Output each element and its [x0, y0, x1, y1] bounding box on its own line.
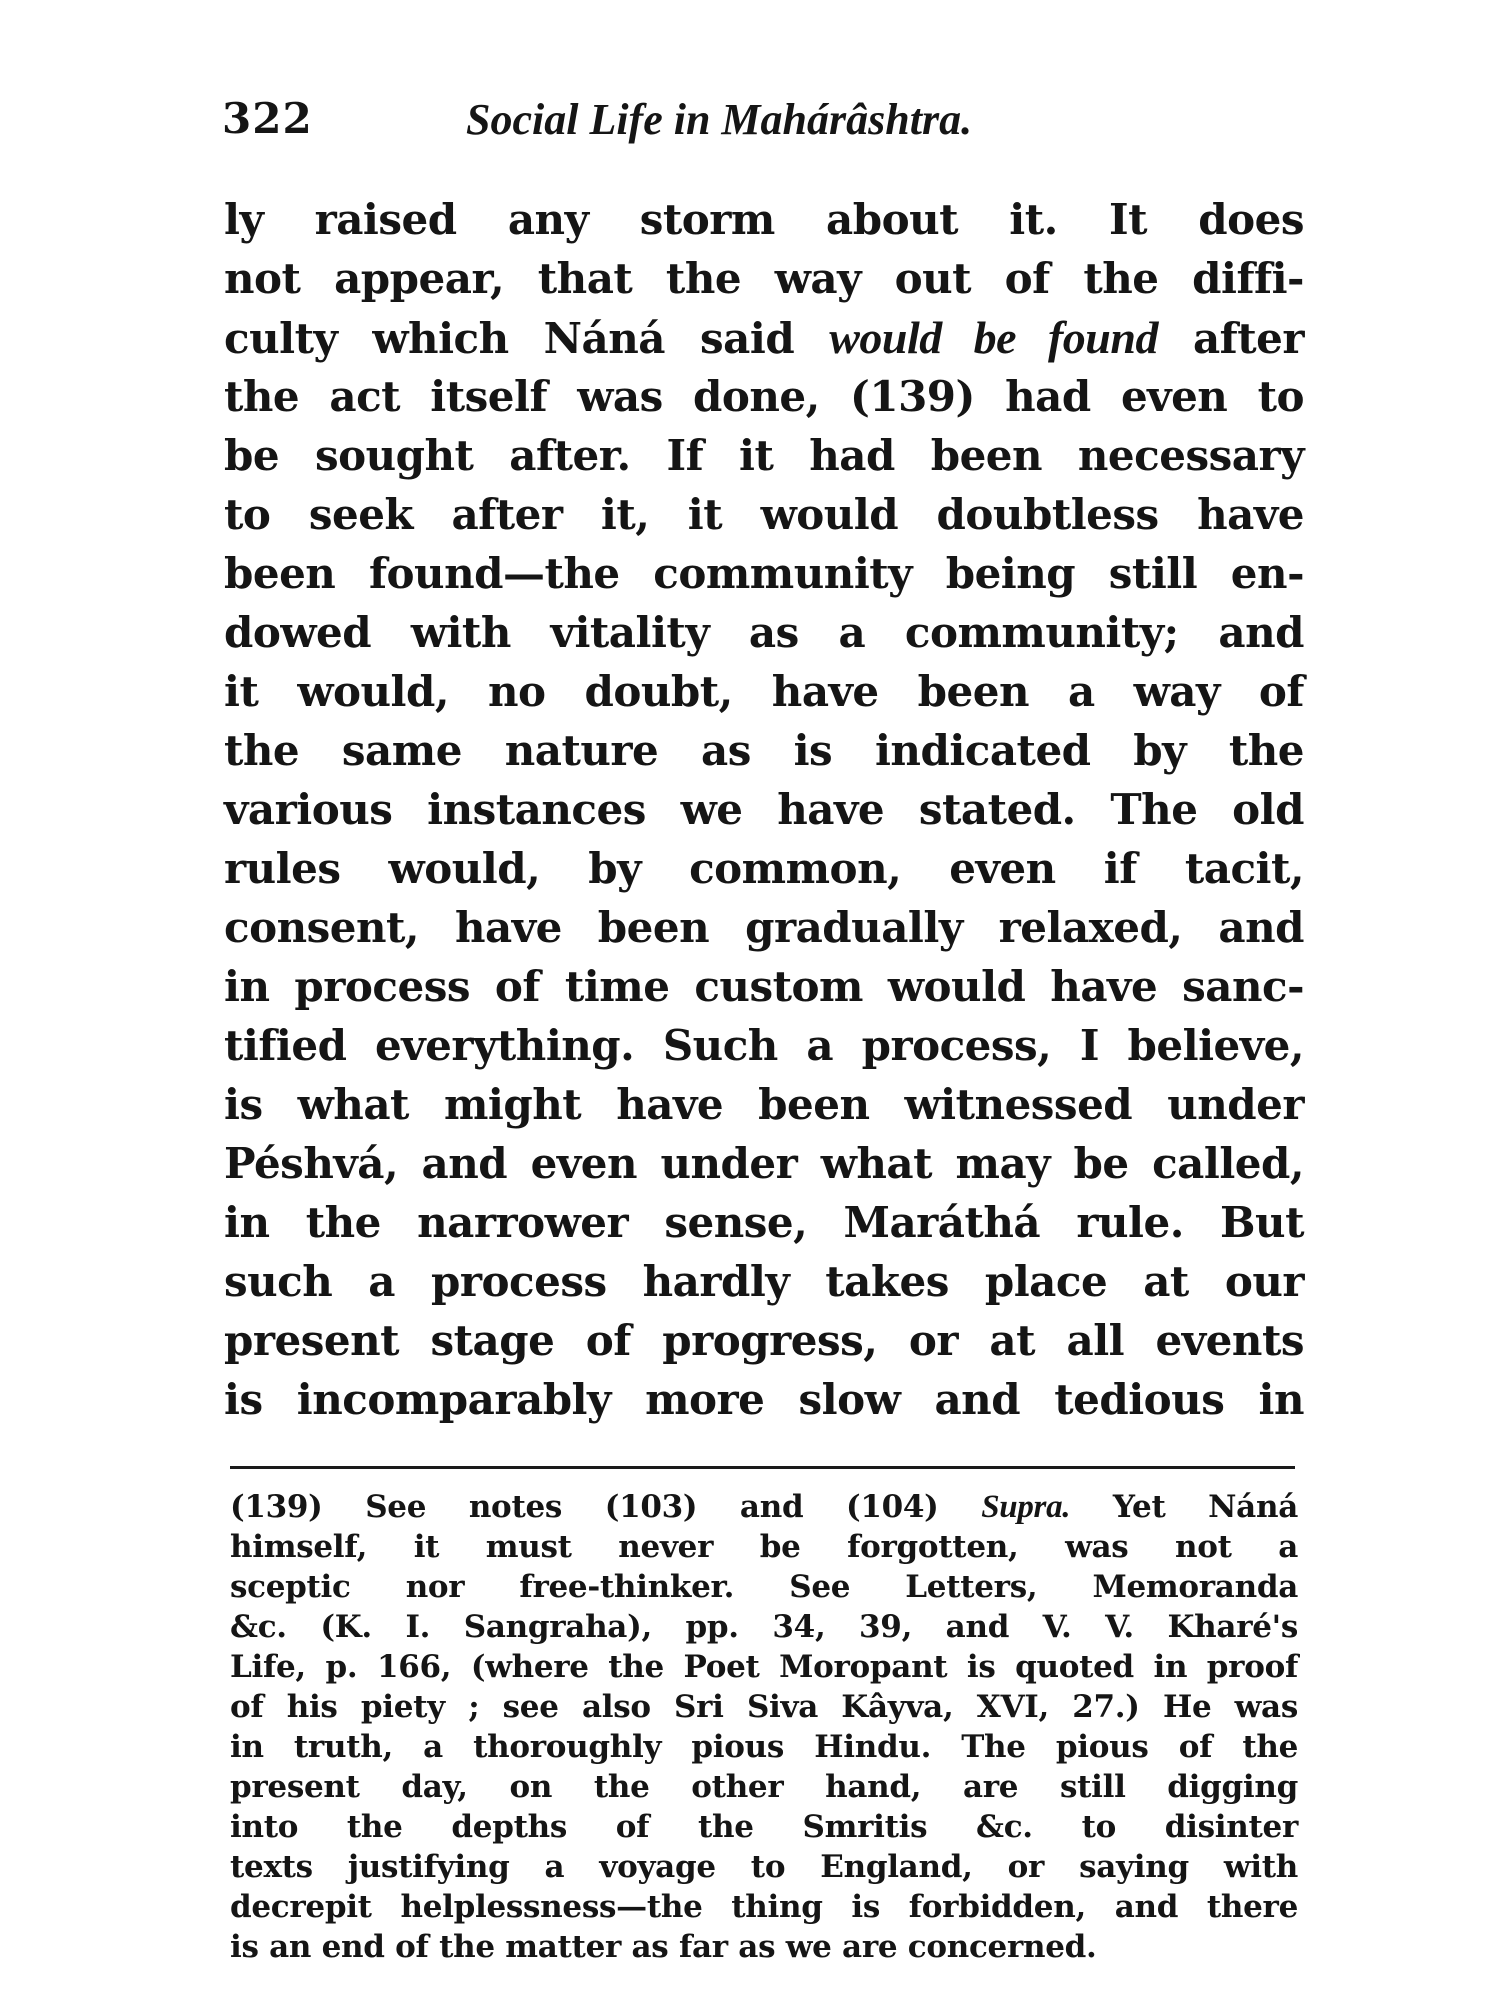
body-line: not appear, that the way out of the diffi- [224, 254, 1304, 303]
footnote-line: is an end of the matter as far as we are concerned. [230, 1929, 1097, 1965]
body-line: in the narrower sense, Maráthá rule. But [224, 1198, 1304, 1247]
page-number: 322 [222, 94, 313, 143]
footnote-line: of his piety ; see also Sri Siva Kâyva, XVI, 27.) He was [230, 1689, 1298, 1725]
footnote-line: sceptic nor free-thinker. See Letters, Memoranda [230, 1569, 1298, 1605]
italic-phrase: would be found [829, 312, 1158, 363]
footnote-line: decrepit helplessness—the thing is forbidden, and there [230, 1889, 1298, 1925]
footnote-line: in truth, a thoroughly pious Hindu. The pious of the [230, 1729, 1298, 1765]
footnote-line: into the depths of the Smritis &c. to disinter [230, 1809, 1298, 1845]
body-line: is incomparably more slow and tedious in [224, 1375, 1304, 1424]
body-line: Péshvá, and even under what may be called, [224, 1139, 1304, 1188]
body-line: the act itself was done, (139) had even to [224, 372, 1304, 421]
footnote-line: (139) See notes (103) and (104) Supra. Yet Náná [230, 1489, 1298, 1525]
body-line: dowed with vitality as a community; and [224, 608, 1304, 657]
body-line: tified everything. Such a process, I believe, [224, 1021, 1304, 1070]
footnote-rule [230, 1466, 1295, 1469]
body-text [224, 190, 1304, 1429]
italic-phrase: Supra. [981, 1489, 1071, 1525]
footnote-line: himself, it must never be forgotten, was not a [230, 1529, 1298, 1565]
body-line: is what might have been witnessed under [224, 1080, 1304, 1129]
footnote [230, 1487, 1298, 1967]
body-line: been found—the community being still en- [224, 549, 1304, 598]
footnote-line: Life, p. 166, (where the Poet Moropant is quoted in proof [230, 1649, 1298, 1685]
body-line: such a process hardly takes place at our [224, 1257, 1304, 1306]
body-line: rules would, by common, even if tacit, [224, 844, 1304, 893]
body-line: be sought after. If it had been necessary [224, 431, 1304, 480]
running-head [222, 94, 1302, 154]
body-line: the same nature as is indicated by the [224, 726, 1304, 775]
footnote-line: texts justifying a voyage to England, or saying with [230, 1849, 1298, 1885]
running-title: Social Life in Mahárâshtra. [466, 95, 973, 144]
body-line: culty which Náná said would be found after [224, 312, 1304, 363]
body-line: various instances we have stated. The old [224, 785, 1304, 834]
body-line: ly raised any storm about it. It does [224, 195, 1304, 244]
body-line: present stage of progress, or at all events [224, 1316, 1304, 1365]
body-line: in process of time custom would have sanc- [224, 962, 1304, 1011]
body-line: to seek after it, it would doubtless have [224, 490, 1304, 539]
body-line: consent, have been gradually relaxed, and [224, 903, 1304, 952]
footnote-line: present day, on the other hand, are still digging [230, 1769, 1298, 1805]
body-line: it would, no doubt, have been a way of [224, 667, 1304, 716]
footnote-line: &c. (K. I. Sangraha), pp. 34, 39, and V. V. Kharé's [230, 1609, 1298, 1645]
